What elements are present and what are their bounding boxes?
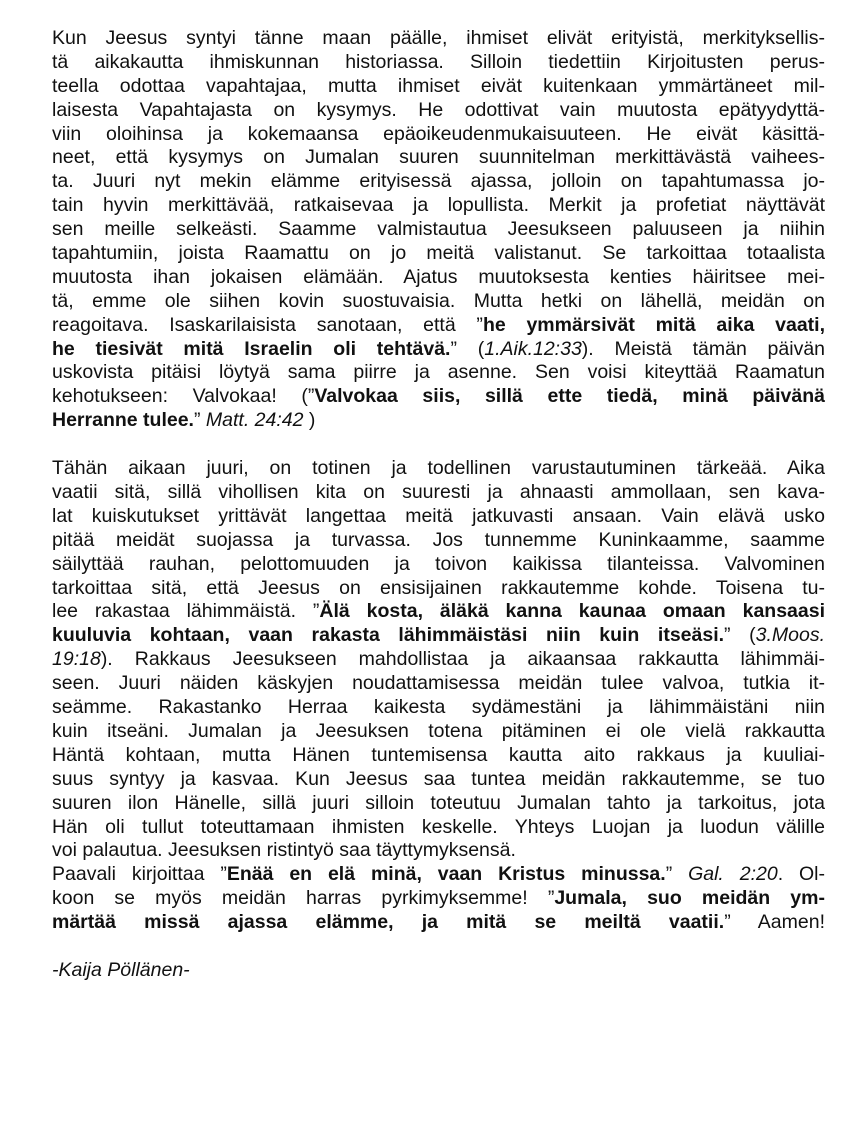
text-run: säilyttää rauhan, pelottomuuden ja toivon kaikissa tilanteissa. Valvominen: [52, 552, 825, 575]
text-line: [52, 194, 825, 218]
bold-scripture-quote: Jumala, suo meidän ym-: [554, 887, 825, 910]
text-run: Häntä kohtaan, mutta Hänen tuntemisensa kautta aito rakkaus ja kuuliai-: [52, 743, 825, 766]
text-run: ”: [665, 863, 689, 886]
text-line: [52, 648, 825, 672]
text-line: [52, 672, 825, 696]
text-run: lat kuiskutukset yrittävät langettaa meitä jatkuvasti ansaan. Vain elävä usko: [52, 504, 825, 527]
text-run: tain hyvin merkittävää, ratkaisevaa ja lopullista. Merkit ja profetiat näyttävät: [52, 194, 825, 217]
text-run: muutosta ihan jokaisen elämään. Ajatus muutoksesta kenties häiritsee mei-: [52, 265, 825, 288]
text-line: [52, 457, 825, 481]
text-line: [52, 146, 825, 170]
paragraph-2: [52, 457, 825, 863]
text-run: tarkoittaa sitä, että Jeesus on ensisijainen rakkautemme kohde. Toisena tu-: [52, 576, 825, 599]
text-line: [52, 887, 825, 911]
bold-scripture-quote: Valvokaa siis, sillä ette tiedä, minä päivänä: [314, 385, 825, 408]
text-run: seen. Juuri näiden käskyjen noudattamisessa meidän tulee valvoa, tutkia it-: [52, 672, 825, 695]
text-line: [52, 911, 825, 935]
text-run: koon se myös meidän harras pyrkimyksemme! ”: [52, 887, 555, 910]
bold-scripture-quote: kuuluvia kohtaan, vaan rakasta lähimmäistäsi niin kuin itseäsi.: [52, 624, 725, 647]
text-line: [52, 314, 825, 338]
text-line: [52, 290, 825, 314]
text-run: . Ol-: [777, 863, 825, 886]
text-run: uskovista pitäisi löytyä sama piirre ja asenne. Sen voisi kiteyttää Raamatun: [52, 361, 825, 384]
text-run: Paavali kirjoittaa ”: [52, 863, 227, 886]
text-line: [52, 75, 825, 99]
text-run: sen meille selkeästi. Saamme valmistautua Jeesukseen paluuseen ja niihin: [52, 218, 825, 241]
text-run: Kun Jeesus syntyi tänne maan päälle, ihmiset elivät erityistä, merkityksellis-: [52, 27, 825, 49]
text-line: [52, 99, 825, 123]
text-run: Hän oli tullut toteuttamaan ihmisten keskelle. Yhteys Luojan ja luodun välille: [52, 815, 825, 838]
text-line: [52, 481, 825, 505]
text-line: [52, 385, 825, 409]
scripture-reference: Gal. 2:20: [688, 863, 778, 886]
bold-scripture-quote: he tiesivät mitä Israelin oli tehtävä.: [52, 337, 451, 360]
text-run: ): [303, 409, 316, 432]
text-run: viin oloihinsa ja kokemaansa epäoikeudenmukaisuuteen. He eivät käsittä-: [52, 122, 825, 145]
bold-scripture-quote: Älä kosta, äläkä kanna kaunaa omaan kansaasi: [319, 600, 825, 623]
bold-scripture-quote: Enää en elä minä, vaan Kristus minussa.: [226, 863, 666, 886]
text-run: ). Meistä tämän päivän: [581, 337, 826, 360]
text-line: [52, 505, 825, 529]
text-line: [52, 577, 825, 601]
text-line: [52, 839, 825, 863]
text-run: vaatii sitä, sillä vihollisen kita on suuresti ja ahnaasti ammollaan, sen kava-: [52, 481, 825, 504]
text-line: [52, 338, 825, 362]
text-line: [52, 553, 825, 577]
text-run: ”: [193, 409, 206, 432]
text-run: lee rakastaa lähimmäistä. ”: [52, 600, 320, 623]
text-run: Tähän aikaan juuri, on totinen ja todellinen varustautuminen tärkeää. Aika: [52, 457, 825, 480]
text-run: tä, emme ole siihen kovin suostuvaisia. Mutta hetki on lähellä, meidän on: [52, 289, 825, 312]
text-line: [52, 123, 825, 147]
text-run: ” Aamen!: [724, 911, 826, 934]
scripture-reference: 3.Moos.: [755, 624, 826, 647]
paragraph-3: [52, 863, 825, 935]
text-line: [52, 266, 825, 290]
text-run: kehotukseen: Valvokaa! (”: [52, 385, 315, 408]
text-line: [52, 218, 825, 242]
signature: -Kaija Pöllänen-: [52, 958, 190, 981]
text-run: ” (: [450, 337, 485, 360]
text-run: tä aikakautta ihmiskunnan historiassa. Silloin tiedettiin Kirjoitusten perus-: [52, 50, 825, 73]
scripture-reference: 1.Aik.12:33: [484, 337, 582, 360]
text-line: [52, 696, 825, 720]
text-run: ta. Juuri nyt mekin elämme erityisessä ajassa, jolloin on tapahtumassa jo-: [52, 170, 825, 193]
text-line: [52, 27, 825, 51]
text-run: pitää meidät suojassa ja turvassa. Jos tunnemme Kuninkaamme, saamme: [52, 528, 825, 551]
text-line: [52, 361, 825, 385]
text-line: [52, 768, 825, 792]
text-run: laisesta Vapahtajasta on kysymys. He odottivat vain muutosta epätyydyttä-: [52, 98, 825, 121]
text-line: [52, 170, 825, 194]
text-line: [52, 720, 825, 744]
text-line: [52, 792, 825, 816]
text-run: neet, että kysymys on Jumalan suuren suunnitelman merkittävästä vaihees-: [52, 146, 825, 169]
text-line: [52, 624, 825, 648]
text-run: teella odottaa vapahtajaa, mutta ihmiset eivät kuitenkaan ymmärtäneet mil-: [52, 74, 825, 97]
paragraph-1: [52, 27, 825, 433]
text-run: voi palautua. Jeesuksen ristintyö saa täyttymyksensä.: [52, 839, 516, 862]
scripture-reference: Matt. 24:42: [205, 409, 304, 432]
text-run: kuin itseäni. Jumalan ja Jeesuksen totena pitäminen ei ole vielä rakkautta: [52, 719, 825, 742]
text-line: [52, 744, 825, 768]
text-run: reagoitava. Isaskarilaisista sanotaan, että ”: [52, 313, 483, 336]
paragraph-gap: [52, 935, 825, 959]
text-run: tapahtumiin, joista Raamattu on jo meitä valistanut. Se tarkoittaa totaalista: [52, 242, 825, 265]
text-run: ). Rakkaus Jeesukseen mahdollistaa ja aikaansaa rakkautta lähimmäi-: [100, 648, 825, 671]
text-line: [52, 816, 825, 840]
text-run: seämme. Rakastanko Herraa kaikesta sydämestäni ja lähimmäistäni niin: [52, 696, 825, 719]
scripture-reference: 19:18: [52, 648, 101, 671]
bold-scripture-quote: Herranne tulee.: [52, 409, 194, 432]
paragraph-gap: [52, 433, 825, 457]
text-line: [52, 529, 825, 553]
text-line: [52, 409, 825, 433]
bold-scripture-quote: märtää missä ajassa elämme, ja mitä se meiltä vaatii.: [52, 911, 725, 934]
text-line: [52, 242, 825, 266]
text-line: [52, 600, 825, 624]
text-line: [52, 51, 825, 75]
bold-scripture-quote: he ymmärsivät mitä aika vaati,: [482, 313, 825, 336]
text-run: suus syntyy ja kasvaa. Kun Jeesus saa tuntea meidän rakkautemme, se tuo: [52, 767, 825, 790]
text-run: suuren ilon Hänelle, sillä juuri silloin toteutuu Jumalan tahto ja tarkoitus, jota: [52, 791, 825, 814]
text-run: ” (: [724, 624, 756, 647]
text-line: [52, 863, 825, 887]
